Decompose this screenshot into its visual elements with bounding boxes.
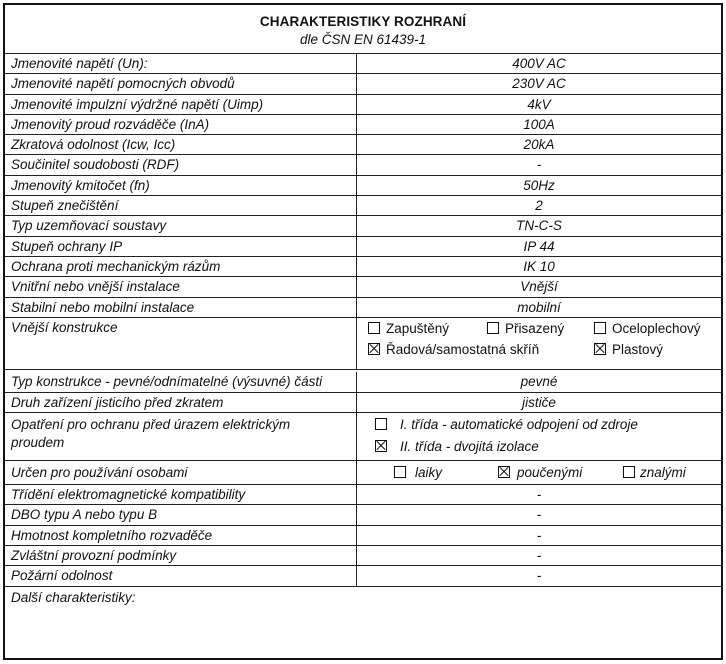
row-value: TN-C-S xyxy=(516,218,562,234)
row-value: 4kV xyxy=(527,96,551,112)
table-row xyxy=(5,257,721,277)
row-value: jističe xyxy=(522,394,556,410)
checkbox-icon[interactable] xyxy=(368,322,380,334)
checked-checkbox-icon[interactable] xyxy=(594,343,606,355)
checkbox-icon[interactable] xyxy=(623,466,635,478)
table-row xyxy=(5,216,721,236)
option-pouceni[interactable]: poučenými xyxy=(498,465,582,480)
row-label: Součinitel soudobosti (RDF) xyxy=(5,155,357,174)
row-label: Vnitřní nebo vnější instalace xyxy=(5,277,357,296)
row-value: 400V AC xyxy=(512,56,566,71)
table-row xyxy=(5,95,721,115)
row-label: Určen pro používání osobami xyxy=(5,461,357,484)
checked-checkbox-icon[interactable] xyxy=(368,343,380,355)
row-label: Jmenovitý proud rozváděče (InA) xyxy=(5,115,357,134)
checkbox-icon[interactable] xyxy=(487,322,499,334)
row-value: 230V AC xyxy=(512,76,566,92)
row-value: pevné xyxy=(520,373,558,389)
table-row xyxy=(5,546,721,566)
row-label: Jmenovité napětí (Un): xyxy=(5,54,357,73)
table-row-intended-use xyxy=(5,461,721,485)
table-title: CHARAKTERISTIKY ROZHRANÍ xyxy=(259,14,467,29)
row-label: Ochrana proti mechanickým rázům xyxy=(5,257,357,276)
table-row xyxy=(5,196,721,216)
table-row xyxy=(5,135,721,155)
row-value: - xyxy=(536,568,542,584)
table-row xyxy=(5,505,721,525)
row-label: Třídění elektromagnetické kompatibility xyxy=(5,485,357,504)
row-label: Druh zařízení jisticího před zkratem xyxy=(5,393,357,412)
row-value: - xyxy=(536,507,542,523)
table-row xyxy=(5,155,721,175)
row-label: Opatření pro ochranu před úrazem elektrickým proudem xyxy=(5,413,357,460)
row-value: - xyxy=(536,548,542,564)
row-label: Typ konstrukce - pevné/odnímatelné (výsuvné) části xyxy=(5,372,357,392)
row-value: 2 xyxy=(535,198,543,214)
table-subtitle: dle ČSN EN 61439-1 xyxy=(299,32,427,47)
option-radova-skrin[interactable]: Řadová/samostatná skříň xyxy=(368,342,539,357)
option-prisazeny[interactable]: Přisazený xyxy=(487,321,564,336)
option-oceloplechovy[interactable]: Oceloplechový xyxy=(594,321,701,336)
row-label: Další charakteristiky: xyxy=(11,589,136,605)
characteristics-table xyxy=(3,3,723,660)
row-label: Vnější konstrukce xyxy=(5,318,357,369)
row-label: Požární odolnost xyxy=(5,566,357,585)
row-label: Jmenovité impulzní výdržné napětí (Uimp) xyxy=(5,95,357,114)
shock-protection-options xyxy=(357,413,721,460)
table-row xyxy=(5,566,721,586)
checkbox-icon[interactable] xyxy=(394,466,406,478)
row-label: Jmenovité napětí pomocných obvodů xyxy=(5,74,357,93)
external-construction-options xyxy=(357,318,721,369)
row-value: Vnější xyxy=(520,279,558,295)
option-zapusteny[interactable]: Zapuštěný xyxy=(368,321,449,336)
row-value: IP 44 xyxy=(523,238,555,254)
table-row xyxy=(5,298,721,318)
option-znali[interactable]: znalými xyxy=(623,465,686,480)
option-laiky[interactable]: laiky xyxy=(394,465,442,480)
row-label: Stupeň ochrany IP xyxy=(5,237,357,256)
row-label: Stabilní nebo mobilní instalace xyxy=(5,298,357,317)
table-row-other xyxy=(5,587,721,639)
row-value: - xyxy=(536,527,542,543)
table-row xyxy=(5,237,721,257)
table-row-external-construction xyxy=(5,318,721,370)
option-class-1[interactable]: I. třída - automatické odpojení od zdroje xyxy=(375,417,638,432)
row-value: 20kA xyxy=(523,137,555,153)
table-row xyxy=(5,277,721,297)
row-label: Hmotnost kompletního rozvaděče xyxy=(5,526,357,545)
table-row xyxy=(5,176,721,196)
row-label: Zvláštní provozní podmínky xyxy=(5,546,357,565)
checked-checkbox-icon[interactable] xyxy=(498,466,510,478)
row-value: - xyxy=(536,157,542,173)
checked-checkbox-icon[interactable] xyxy=(375,440,387,452)
row-label: Jmenovitý kmitočet (fn) xyxy=(5,176,357,195)
table-row-protection-device xyxy=(5,393,721,413)
table-row xyxy=(5,115,721,135)
row-label: Stupeň znečištění xyxy=(5,196,357,215)
option-class-2[interactable]: II. třída - dvojitá izolace xyxy=(375,439,539,454)
row-label: Zkratová odolnost (Icw, Icc) xyxy=(5,135,357,154)
option-plastovy[interactable]: Plastový xyxy=(594,342,663,357)
row-label: DBO typu A nebo typu B xyxy=(5,505,357,524)
checkbox-icon[interactable] xyxy=(594,322,606,334)
row-value: mobilní xyxy=(517,299,561,315)
checkbox-icon[interactable] xyxy=(375,418,387,430)
row-label: Typ uzemňovací soustavy xyxy=(5,216,357,235)
table-row-shock-protection xyxy=(5,413,721,461)
table-row xyxy=(5,485,721,505)
row-value: 100A xyxy=(523,116,555,132)
row-value: IK 10 xyxy=(523,258,555,274)
intended-use-options xyxy=(357,461,721,484)
row-value: 50Hz xyxy=(523,177,555,193)
table-row-construction-type xyxy=(5,370,721,393)
table-row xyxy=(5,526,721,546)
row-value: - xyxy=(536,487,542,503)
table-row xyxy=(5,54,721,74)
table-row xyxy=(5,74,721,94)
table-header xyxy=(5,5,721,54)
